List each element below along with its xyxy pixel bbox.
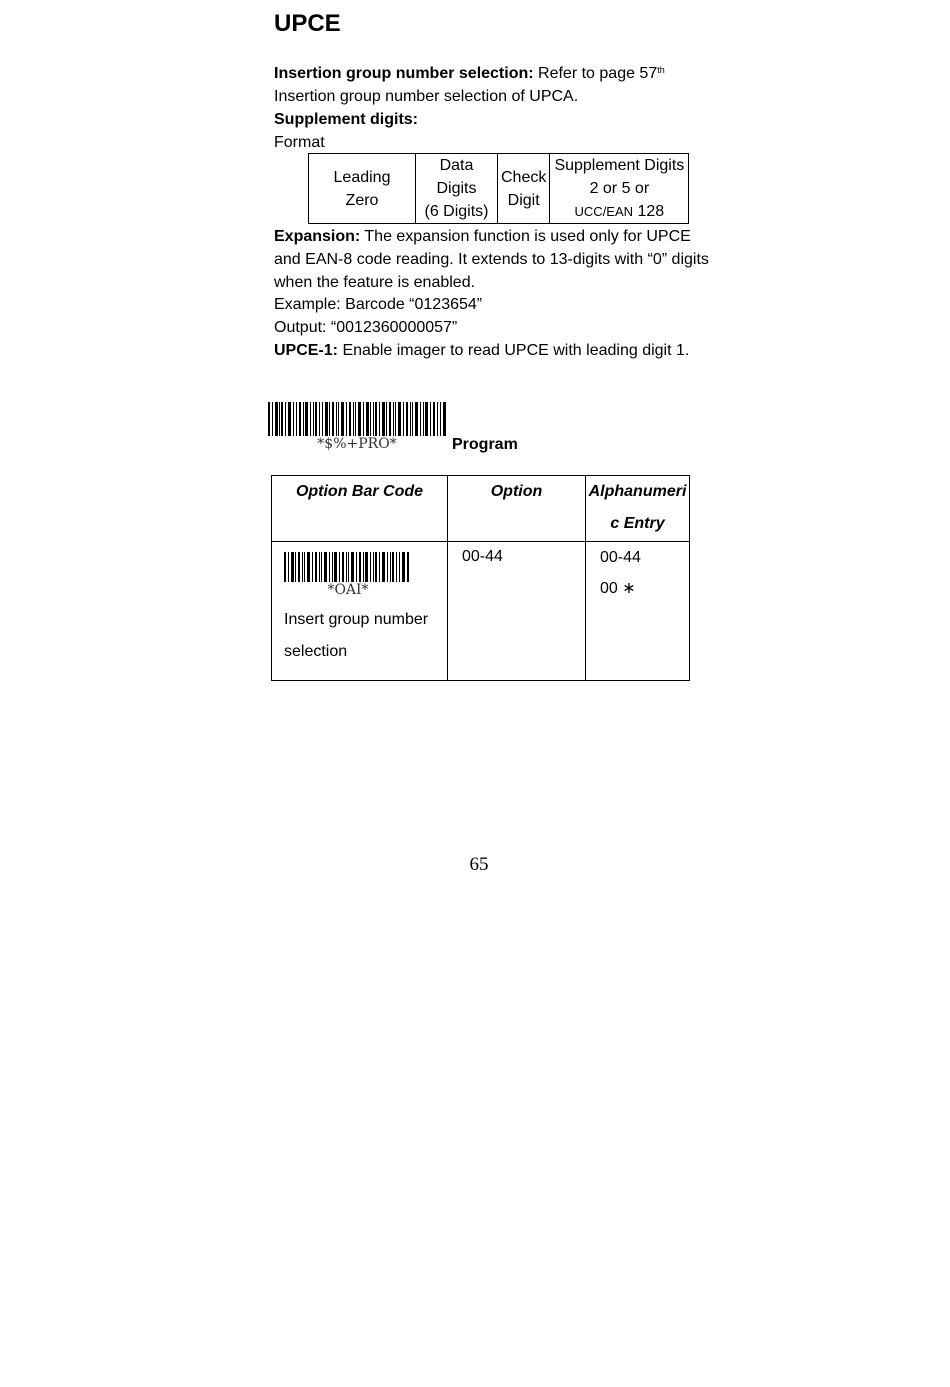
- oai-barcode[interactable]: [284, 552, 412, 598]
- option-table-header: [272, 476, 690, 542]
- format-cell-supplement: [550, 154, 689, 224]
- insertion-sup: th: [657, 65, 665, 75]
- option-description: [284, 604, 447, 668]
- insertion-line2: Insertion group number selection of UPCA.: [274, 88, 579, 105]
- upce1-paragraph: [274, 339, 689, 362]
- program-barcode[interactable]: [268, 402, 446, 452]
- format-text: Digit: [507, 191, 540, 209]
- oai-barcode-bars: [284, 552, 410, 582]
- header-text: Alphanumeri: [588, 483, 687, 500]
- format-text: 2 or 5 or: [589, 180, 650, 197]
- page-number: 65: [469, 854, 489, 875]
- table-row: [272, 542, 690, 681]
- option-description-line: Insert group number: [284, 611, 429, 628]
- header-option-bar-code: Option Bar Code: [272, 476, 448, 542]
- format-label: Format: [274, 134, 325, 151]
- supplement-label: Supplement digits:: [274, 111, 418, 128]
- header-alphanumeric-entry: [586, 476, 690, 542]
- program-barcode-bars: [268, 402, 446, 436]
- option-description-line: selection: [284, 643, 348, 660]
- expansion-example: Example: Barcode “0123654”: [274, 296, 483, 313]
- expansion-label: Expansion:: [274, 228, 361, 245]
- header-text: c Entry: [610, 515, 665, 532]
- entry-cell: [586, 542, 690, 681]
- format-cell-data-digits: [416, 154, 498, 224]
- insertion-paragraph: [274, 62, 665, 85]
- format-cell-check-digit: [498, 154, 550, 224]
- format-cell-leading-zero: [309, 154, 416, 224]
- program-label: Program: [452, 436, 518, 453]
- format-table: [308, 153, 689, 224]
- header-option: Option: [448, 476, 586, 542]
- insertion-label: Insertion group number selection:: [274, 65, 534, 82]
- format-text: (6 Digits): [424, 203, 489, 220]
- upce1-text: Enable imager to read UPCE with leading digit 1.: [342, 342, 690, 359]
- expansion-line2: and EAN-8 code reading. It extends to 13-digits with “0” digits: [274, 251, 709, 268]
- format-text-128: 128: [633, 203, 665, 220]
- format-text: Check: [501, 168, 547, 186]
- program-barcode-caption: *$%+PRO*: [317, 436, 397, 452]
- entry-code: 00 ∗: [600, 580, 636, 597]
- expansion-line3: when the feature is enabled.: [274, 274, 476, 291]
- format-text: Data Digits: [436, 157, 477, 197]
- expansion-line1: The expansion function is used only for UPCE: [364, 228, 691, 245]
- option-barcode-cell: [272, 542, 448, 681]
- page-title: UPCE: [274, 10, 341, 37]
- expansion-output: Output: “0012360000057”: [274, 319, 458, 336]
- format-text: Supplement Digits: [554, 157, 685, 174]
- format-text: [553, 200, 685, 223]
- format-text-ucc: UCC/EAN: [574, 204, 634, 219]
- oai-barcode-caption: *OAI*: [327, 582, 369, 598]
- option-value-cell: [448, 542, 586, 681]
- format-text: Leading: [333, 168, 391, 186]
- upce1-label: UPCE-1:: [274, 342, 339, 359]
- option-table: [271, 475, 690, 681]
- format-text: Zero: [345, 191, 379, 209]
- expansion-paragraph: [274, 225, 691, 248]
- option-value: 00-44: [462, 548, 503, 565]
- entry-range: 00-44: [600, 549, 641, 566]
- insertion-text: Refer to page 57: [538, 65, 658, 82]
